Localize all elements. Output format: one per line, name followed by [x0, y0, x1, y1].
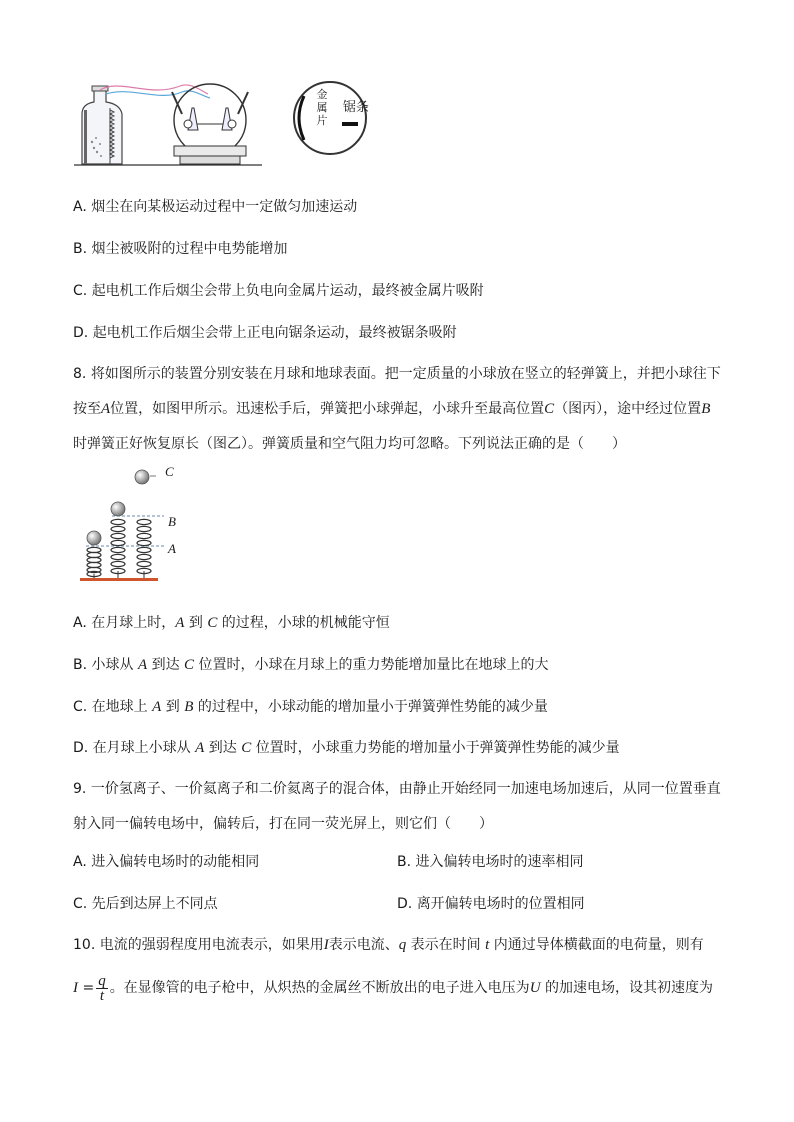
q8-stem-line3: 时弹簧正好恢复原长（图乙）。弹簧质量和空气阻力均可忽略。下列说法正确的是（ ）	[73, 436, 626, 452]
metal-sheet-in-bottle	[84, 110, 87, 164]
spring-label-c: C	[165, 464, 174, 479]
q9-option-d: D. 离开偏转电场时的位置相同	[397, 896, 585, 912]
wire-blue	[106, 91, 210, 98]
q10-stem-line2: I = $\frac{q}{t}$ 。在显像管的电子枪中，从炽热的金属丝不断放出的电子进入电压为U 的加速电场，设其初速度为	[73, 972, 713, 1004]
precipitator-figure	[70, 80, 270, 172]
machine-wheel	[174, 84, 246, 156]
bottle	[82, 90, 122, 164]
saw-strip-mark	[342, 122, 358, 126]
spring-compressed	[87, 547, 101, 576]
q9-stem-line1: 9. 一价氢离子、一价氦离子和二价氦离子的混合体，由静止开始经同一加速电场加速后，从同一位置垂直	[73, 781, 721, 797]
spring-label-b: B	[168, 514, 176, 529]
cross-section-figure	[290, 80, 380, 160]
q7-option-b: B. 烟尘被吸附的过程中电势能增加	[73, 241, 288, 257]
metal-sheet-arc	[299, 96, 304, 140]
q7-option-c: C. 起电机工作后烟尘会带上负电向金属片运动，最终被金属片吸附	[73, 283, 484, 299]
base-2	[106, 578, 132, 581]
spring-label-a: A	[168, 541, 176, 556]
base-3	[132, 578, 158, 581]
metal-sheet-label: 金属片	[316, 88, 328, 127]
q10-stem-line1: 10. 电流的强弱程度用电流表示，如果用I表示电流、q 表示在时间 t 内通过导体横截面的电荷量，则有	[73, 937, 704, 953]
q8-option-b: B. 小球从 A 到达 C 位置时，小球在月球上的重力势能增加量比在地球上的大	[73, 657, 549, 673]
ball-a	[87, 531, 101, 545]
q9-option-c: C. 先后到达屏上不同点	[73, 896, 218, 912]
q9-stem-line2: 射入同一偏转电场中，偏转后，打在同一荧光屏上，则它们（ ）	[73, 816, 493, 832]
q8-stem-line2: 按至A位置，如图甲所示。迅速松手后，弹簧把小球弹起，小球升至最高位置C（图丙），途中经过位置B	[73, 401, 711, 417]
saw-strip-label: 锯条	[343, 100, 370, 115]
q9-option-a: A. 进入偏转电场时的动能相同	[73, 854, 260, 870]
q7-option-d: D. 起电机工作后烟尘会带上正电向锯条运动，最终被锯条吸附	[73, 325, 457, 341]
ball-c	[135, 470, 149, 484]
q8-stem-line1: 8. 将如图所示的装置分别安装在月球和地球表面。把一定质量的小球放在竖立的轻弹簧上，并把小球往下	[73, 366, 721, 382]
current-formula: I = $\frac{q}{t}$	[73, 972, 106, 1004]
q8-option-d: D. 在月球上小球从 A 到达 C 位置时，小球重力势能的增加量小于弹簧弹性势能的减少量	[73, 740, 620, 756]
q7-option-a: A. 烟尘在向某极运动过程中一定做匀加速运动	[73, 199, 358, 215]
q8-option-a: A. 在月球上时，A 到 C 的过程，小球的机械能守恒	[73, 615, 390, 631]
q9-option-b: B. 进入偏转电场时的速率相同	[397, 854, 584, 870]
q8-option-c: C. 在地球上 A 到 B 的过程中，小球动能的增加量小于弹簧弹性势能的减少量	[73, 699, 548, 715]
base-1	[80, 578, 106, 581]
ball-b	[111, 502, 125, 516]
